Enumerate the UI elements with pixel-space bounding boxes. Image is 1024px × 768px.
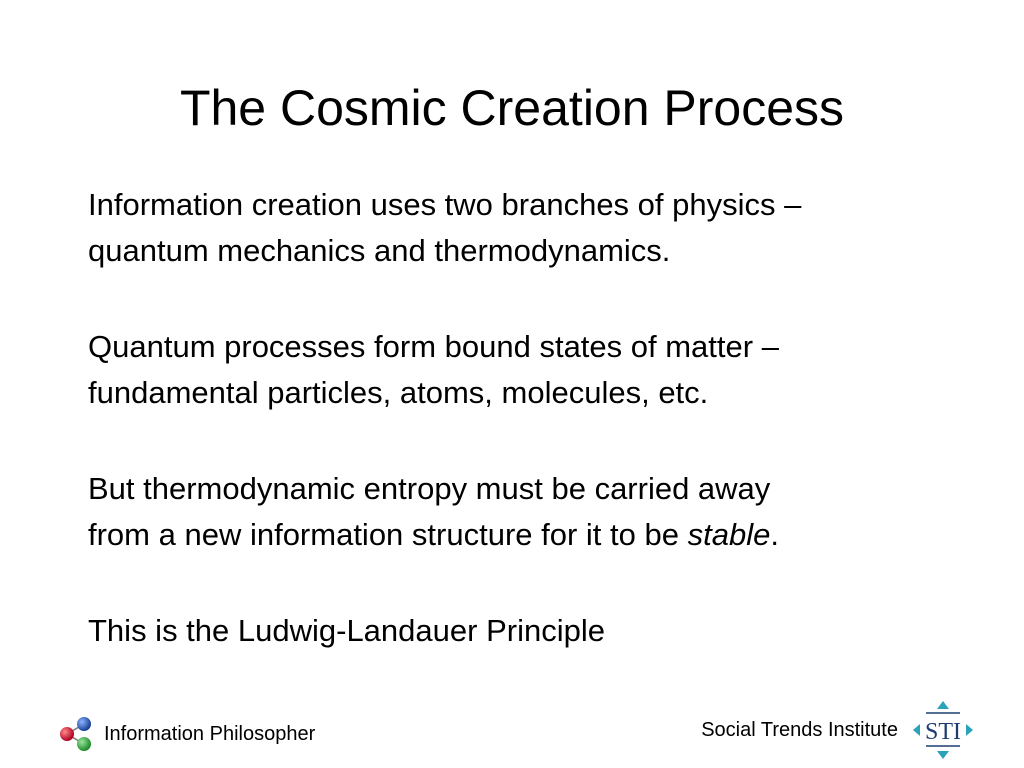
footer-right-label: Social Trends Institute: [701, 719, 898, 741]
paragraph-4-line-1: This is the Ludwig-Landauer Principle: [88, 613, 605, 648]
slide-title: The Cosmic Creation Process: [179, 80, 845, 136]
paragraph-3-trailing: .: [770, 517, 779, 552]
paragraph-3-line-2: [88, 512, 968, 558]
footer-left: [58, 714, 315, 754]
footer-left-label: Information Philosopher: [104, 723, 316, 745]
paragraph-4: [88, 608, 968, 654]
paragraph-3: [88, 466, 968, 558]
footer-right: [701, 698, 976, 762]
paragraph-1-line-1: Information creation uses two branches of physics –: [88, 187, 802, 222]
sti-logo-text: STI: [925, 719, 961, 745]
paragraph-3-line-1: But thermodynamic entropy must be carried away: [88, 471, 771, 506]
paragraph-1: [88, 182, 968, 274]
paragraph-2-line-2: fundamental particles, atoms, molecules, etc.: [88, 375, 709, 410]
paragraph-1-line-2: quantum mechanics and thermodynamics.: [88, 233, 671, 268]
paragraph-3-line-2-text: from a new information structure for it to be: [88, 517, 688, 552]
paragraph-2: [88, 324, 968, 416]
stable-emphasis: stable: [687, 517, 771, 552]
paragraph-2-line-1: Quantum processes form bound states of matter –: [88, 329, 779, 364]
sti-logo-icon: [910, 698, 976, 762]
slide-body: [88, 182, 968, 654]
molecule-logo-icon: [58, 714, 98, 754]
